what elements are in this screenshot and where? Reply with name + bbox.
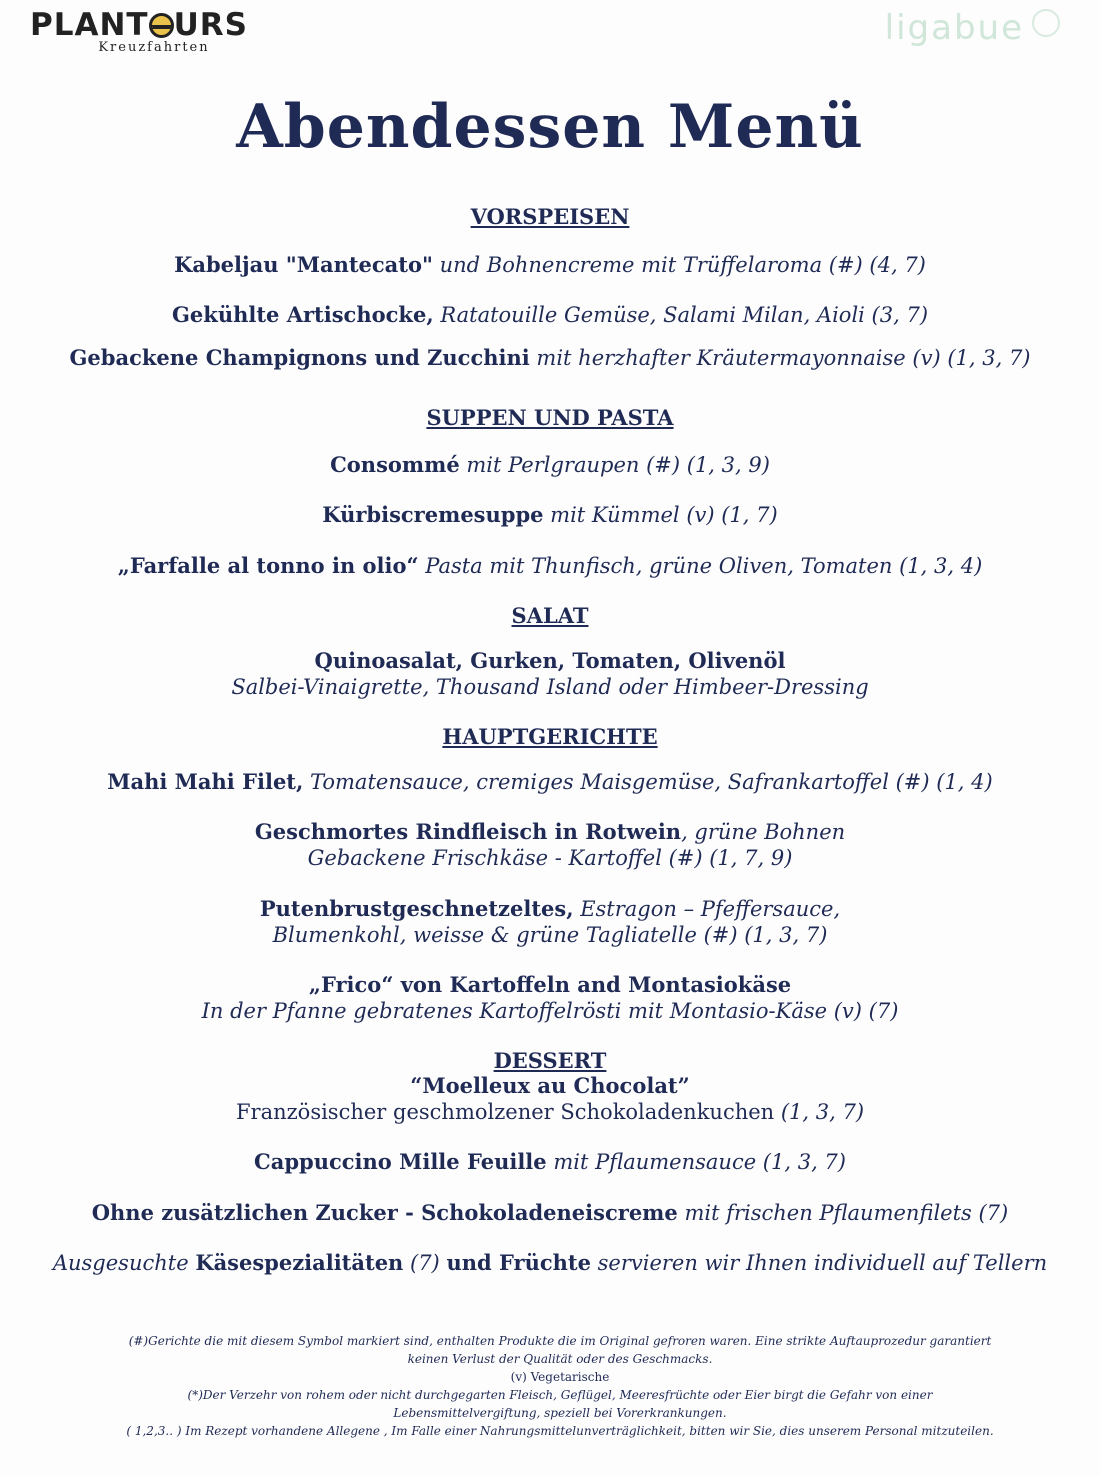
dish-name: Geschmortes Rindfleisch in Rotwein [254,819,682,844]
menu-item [40,1073,1060,1099]
note-bold: und Früchte [446,1250,591,1275]
dish-name: Gebackene Champignons und Zucchini [69,345,530,370]
footnotes [70,1332,1050,1440]
menu-item-desc [40,998,1060,1024]
logo-text-left: PLANT [30,7,149,43]
dish-desc: mit frischen Pflaumenfilets (7) [677,1201,1009,1225]
footnote-allergens: ( 1,2,3.. ) Im Rezept vorhandene Allegene , Im Falle einer Nahrungsmittelunverträglichkeit, bitten wir Sie, dies unserem Personal mitzuteilen. [126,1424,994,1438]
footnote-vegetarian: (v) Vegetarische [510,1370,610,1384]
dish-name: Putenbrustgeschnetzeltes, [259,896,574,921]
cheese-note [40,1250,1060,1276]
menu-item [40,302,1060,328]
dish-name: Cappuccino Mille Feuille [254,1149,547,1174]
dish-name: Quinoasalat, Gurken, Tomaten, Olivenöl [314,648,786,673]
footnote-frozen: (#)Gerichte die mit diesem Symbol markiert sind, enthalten Produkte die im Original gefroren waren. Eine strikte Auftauprozedur garantiert [128,1334,992,1348]
menu-item [40,345,1060,371]
dish-name: “Moelleux au Chocolat” [410,1073,690,1098]
dish-desc: und Bohnencreme mit Trüffelaroma (#) (4, 7) [432,253,926,277]
menu-item [40,252,1060,278]
section-heading-dessert: DESSERT [493,1048,607,1073]
note-bold: Käsespezialitäten [195,1250,404,1275]
dish-desc: In der Pfanne gebratenes Kartoffelrösti mit Montasio-Käse (v) (7) [201,999,899,1023]
menu-item [40,553,1060,579]
dish-desc: Pasta mit Thunfisch, grüne Oliven, Tomaten (1, 3, 4) [418,554,983,578]
menu-item-desc [40,922,1060,948]
menu-item [40,769,1060,795]
menu-item [40,896,1060,922]
note-text: (7) [403,1251,447,1275]
note-text: Ausgesuchte [52,1251,196,1275]
menu-item [40,502,1060,528]
footnote-frozen-cont: keinen Verlust der Qualität oder des Geschmacks. [407,1352,713,1366]
dish-desc: Salbei-Vinaigrette, Thousand Island oder Himbeer-Dressing [231,675,869,699]
footnote-raw-cont: Lebensmittelvergiftung, speziell bei Vorerkrankungen. [393,1406,727,1420]
page-title: Abendessen Menü [236,92,864,162]
section-heading-vorspeisen: VORSPEISEN [470,204,630,229]
menu-item [40,819,1060,845]
logo-tagline: Kreuzfahrten [98,40,210,55]
dish-desc: mit Kümmel (v) (1, 7) [543,503,778,527]
dish-desc: , grüne Bohnen [681,820,846,844]
dish-desc: mit herzhafter Kräutermayonnaise (v) (1, 3, 7) [529,346,1031,370]
menu-item-desc [40,1099,1060,1125]
logo-sun-icon [149,13,174,38]
dish-name: Ohne zusätzlichen Zucker - Schokoladeneiscreme [91,1200,678,1225]
dish-desc: mit Perlgraupen (#) (1, 3, 9) [459,453,770,477]
dish-desc: Ratatouille Gemüse, Salami Milan, Aioli (3, 7) [433,303,929,327]
menu-item-desc [40,845,1060,871]
dish-allergens: (1, 3, 7) [774,1100,865,1124]
dish-desc: Blumenkohl, weisse & grüne Tagliatelle (#) (1, 3, 7) [272,923,828,947]
dish-name: „Frico“ von Kartoffeln and Montasiokäse [308,972,792,997]
menu-item [40,648,1060,674]
footnote-raw: (*)Der Verzehr von rohem oder nicht durchgegarten Fleisch, Geflügel, Meeresfrüchte oder Eier birgt die Gefahr von einer [187,1388,933,1402]
menu-body [40,200,1060,1276]
logo-text-right: URS [173,7,248,43]
menu-item [40,1149,1060,1175]
dish-desc: Französischer geschmolzener Schokoladenkuchen [235,1100,775,1124]
menu-item [40,1200,1060,1226]
dish-name: Consommé [330,452,460,477]
dish-name: Mahi Mahi Filet, [107,769,304,794]
dish-desc: Gebackene Frischkäse - Kartoffel (#) (1, 7, 9) [307,846,793,870]
note-text: servieren wir Ihnen individuell auf Tellern [590,1251,1048,1275]
ligabue-logo [885,8,1060,48]
dish-name: „Farfalle al tonno in olio“ [117,553,419,578]
partner-logo-text: ligabue [884,8,1024,48]
partner-emblem-icon [1032,9,1060,37]
section-heading-hauptgerichte: HAUPTGERICHTE [442,724,658,749]
dish-name: Gekühlte Artischocke, [171,302,434,327]
section-heading-suppen: SUPPEN UND PASTA [426,405,674,430]
plantours-logo [30,8,248,55]
dish-name: Kabeljau "Mantecato" [174,252,433,277]
dish-desc: Tomatensauce, cremiges Maisgemüse, Safrankartoffel (#) (1, 4) [303,770,993,794]
menu-item [40,452,1060,478]
dish-desc: Estragon – Pfeffersauce, [573,897,841,921]
dish-desc: mit Pflaumensauce (1, 3, 7) [546,1150,846,1174]
section-heading-salat: SALAT [511,603,589,628]
dish-name: Kürbiscremesuppe [322,502,544,527]
menu-item-desc [40,674,1060,700]
menu-item [40,972,1060,998]
